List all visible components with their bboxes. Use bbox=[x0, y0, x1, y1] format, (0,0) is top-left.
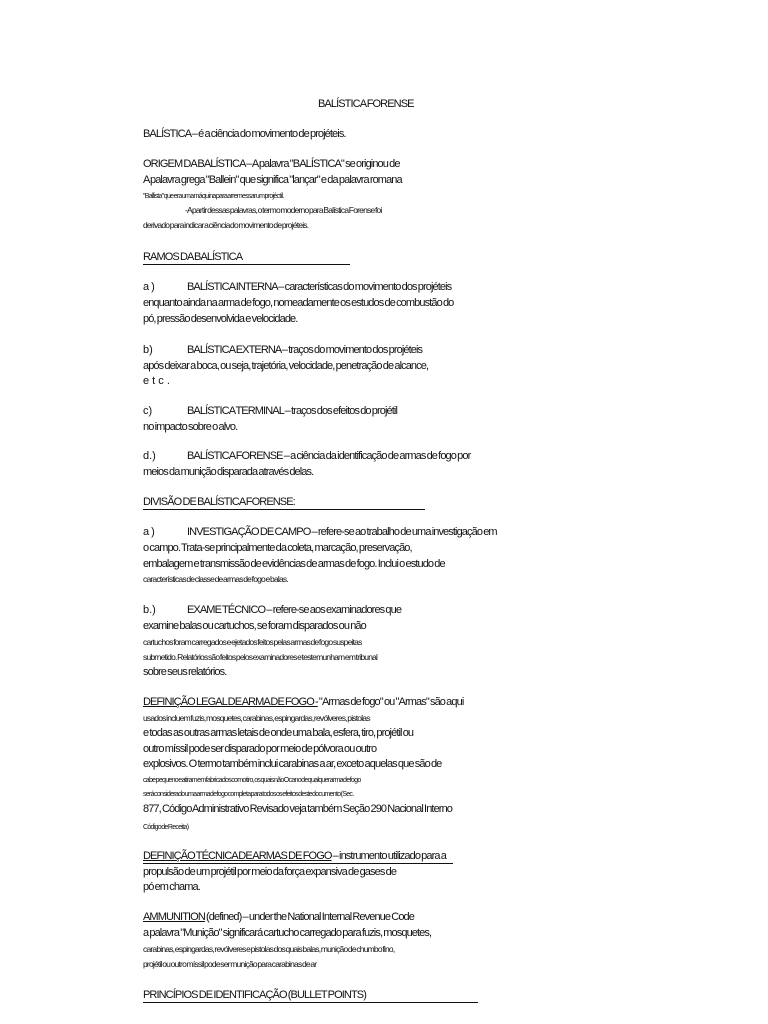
divisao-b-line-1 bbox=[143, 604, 401, 617]
divisao-a-line-2: o campo. Trata-se principalmente da coleta, marcação, preservação, bbox=[143, 542, 412, 554]
legal-line-2: usados incluem fuzis, mosquetes, carabinas, espingardas, revólveres, pistolas bbox=[143, 713, 370, 723]
ramos-a-text-1: BALÍSTICA INTERNA – características do movimento dos projéteis bbox=[187, 281, 452, 293]
divisao-b-line-2: examine balas ou cartuchos, se foram disparados ou não bbox=[143, 620, 366, 632]
legal-line-4: outro míssil pode ser disparado por meio de pólvora ou outro bbox=[143, 743, 377, 755]
ramos-d-line-2: meios da munição disparada através delas. bbox=[143, 466, 314, 478]
tecnica-line-1 bbox=[143, 850, 446, 863]
ramos-b-text-1: BALÍSTICA EXTERNA – traços do movimento dos projéteis bbox=[187, 344, 423, 356]
legal-line-1 bbox=[143, 696, 463, 709]
divisao-b-line-4: submetido. Relatórios são feitos pelos examinadores e testemunham em tribunal bbox=[143, 652, 378, 662]
ramos-d-marker: d.) bbox=[143, 450, 156, 462]
ammunition-line-2: a palavra "Munição" significará cartucho carregado para fuzis, mosquetes, bbox=[143, 927, 432, 939]
tecnica-line-3: pó em chama. bbox=[143, 881, 200, 893]
origin-line-1: ORIGEM DA BALÍSTICA – A palavra "BALÍSTICA" se originou de bbox=[143, 158, 400, 170]
legal-line-6: cabe pequeno e atiram em fabricados como tiro, os quais não Ocano de qualquer arma de fogo bbox=[143, 777, 361, 784]
divisao-b-marker: b.) bbox=[143, 604, 156, 616]
ramos-a-line-2: enquanto ainda na arma de fogo, nomeadamente os estudos de combustão do bbox=[143, 297, 454, 309]
divisao-a-text-1: INVESTIGAÇÃO DE CAMPO – refere-se ao trabalho de uma investigação em bbox=[187, 526, 497, 538]
divisao-b-text-1: EXAME TÉCNICO – refere-se aos examinadores que bbox=[187, 604, 402, 616]
ramos-d-line-1 bbox=[143, 450, 470, 463]
divisao-a-marker: a ) bbox=[143, 526, 155, 538]
legal-line-8: 877, Código Administrativo Revisado veja também Seção 290 Nacional Interno bbox=[143, 803, 453, 815]
tecnica-heading: DEFINIÇÃO TÉCNICA DE ARMAS DE FOGO bbox=[143, 850, 332, 862]
ramos-b-line-1 bbox=[143, 344, 422, 357]
origin-line-3: "Ballista" que era uma máquina para arremessar um projéctil. bbox=[143, 193, 284, 200]
ramos-heading: RAMOS DA BALÍSTICA bbox=[143, 251, 243, 263]
principios-heading-underline bbox=[143, 1002, 478, 1003]
divisao-b-line-3: cartuchos foram carregados e ejetados feitos pelas armas de fogo suspeitas bbox=[143, 637, 362, 647]
divisao-heading-underline bbox=[143, 509, 425, 510]
origin-line-5: derivado para indicar a ciência do movimento de projéteis. bbox=[143, 220, 309, 230]
divisao-a-line-1 bbox=[143, 526, 497, 539]
origin-line-4: -A partir dessas palavras, o termo moderno para Balística Forense foi bbox=[185, 205, 382, 215]
document-title: BALÍSTICA FORENSE bbox=[318, 98, 414, 110]
origin-line-2: A palavra grega "Ballein" que significa "lançar" e da palavra romana bbox=[143, 174, 402, 186]
divisao-a-line-3: embalagem e transmissão de evidências de armas de fogo. Inclui o estudo de bbox=[143, 558, 445, 570]
ammunition-line-1 bbox=[143, 911, 414, 924]
legal-line-3: e todas as outras armas letais de onde uma bala, esfera, tiro, projétil ou bbox=[143, 727, 414, 739]
ramos-d-text-1: BALÍSTICA FORENSE – a ciência da identificação de armas de fogo por bbox=[187, 450, 471, 462]
legal-line-1-rest: "Armas de fogo" ou "Armas" são aqui bbox=[317, 696, 464, 708]
ramos-b-marker: b) bbox=[143, 344, 153, 356]
ramos-a-line-1 bbox=[143, 281, 451, 294]
principios-heading: PRINCÍPIOS DE IDENTIFICAÇÃO (BULLET POINTS) bbox=[143, 989, 366, 1001]
ammunition-line-3: carabinas, espingardas, revólveres e pistolas dos quais balas, munição de chumbo fino, bbox=[143, 944, 395, 954]
divisao-b-line-5: sobre seus relatórios. bbox=[143, 666, 227, 678]
tecnica-line-2: propulsão de um projétil por meio da força expansiva de gases de bbox=[143, 866, 397, 878]
ammunition-line-4: projétil ou outro míssil pode ser munição para carabinas de ar bbox=[143, 959, 317, 969]
tecnica-line-1-rest: – instrumento utilizado para a bbox=[331, 850, 446, 862]
ammunition-heading: AMMUNITION bbox=[143, 911, 205, 923]
ramos-b-line-3: e t c . bbox=[143, 375, 171, 387]
ammunition-line-1-rest: (defined) – under the National Internal Revenue Code bbox=[204, 911, 414, 923]
definition-line: BALÍSTICA – é a ciência do movimento de projéteis. bbox=[143, 128, 346, 140]
ramos-c-line-1 bbox=[143, 405, 397, 418]
ramos-b-line-2: após deixar a boca, ou seja, trajetória, velocidade, penetração de alcance, bbox=[143, 360, 429, 372]
legal-line-9: Código de Receita) bbox=[143, 824, 189, 831]
legal-line-5: explosivos. O termo também inclui carabinas a ar, exceto aquelas que são de bbox=[143, 758, 442, 770]
legal-heading: DEFINIÇÃO LEGAL DE ARMA DE FOGO - bbox=[143, 696, 318, 708]
ramos-a-marker: a ) bbox=[143, 281, 155, 293]
ramos-heading-underline bbox=[143, 264, 350, 265]
divisao-a-line-4: características de classe de armas de fogo e balas. bbox=[143, 574, 288, 584]
ramos-a-line-3: pó, pressão desenvolvida e velocidade. bbox=[143, 313, 298, 325]
ramos-c-line-2: no impacto sobre o alvo. bbox=[143, 421, 238, 433]
legal-line-7: será considerado uma arma de fogo completa para todos os efeitos deste documento (Sec. bbox=[143, 791, 354, 798]
ramos-c-text-1: BALÍSTICA TERMINAL – traços dos efeitos do projétil bbox=[187, 405, 397, 417]
ramos-c-marker: c) bbox=[143, 405, 153, 417]
divisao-heading: DIVISÃO DE BALÍSTICA FORENSE: bbox=[143, 496, 295, 508]
tecnica-underline bbox=[143, 863, 453, 864]
